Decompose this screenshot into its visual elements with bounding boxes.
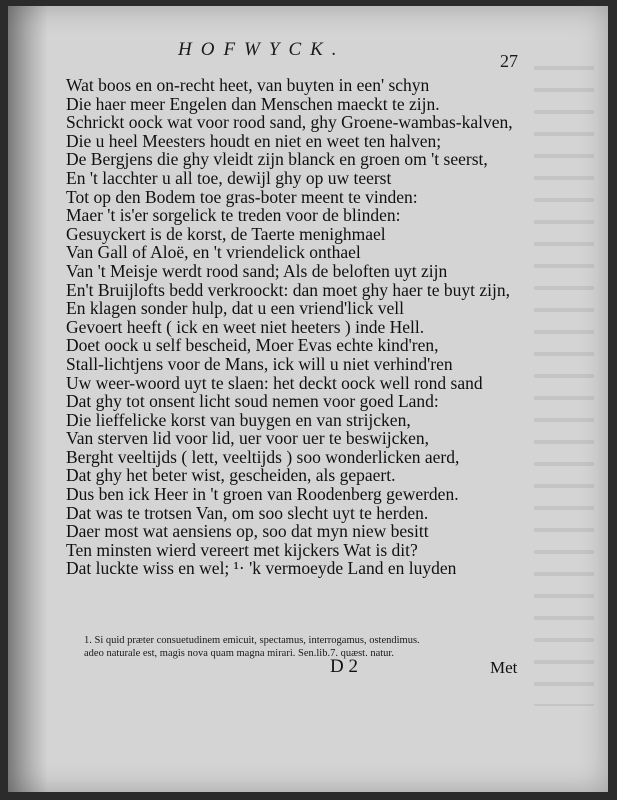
verse-line: Wat boos en on-recht heet, van buyten in een' schyn: [66, 75, 430, 95]
verse-line: Dat ghy het beter wist, gescheiden, als gepaert.: [66, 465, 396, 486]
verse-line: Dat luckte wiss en wel; ¹· 'k vermoeyde Land en luyden: [66, 558, 457, 579]
signature-mark: D 2: [330, 656, 358, 677]
verse-line: Die haer meer Engelen dan Menschen maeckt te zijn.: [66, 93, 440, 114]
verse-line: Gevoert heeft ( ick en weet niet heeters ) inde Hell.: [66, 316, 425, 337]
verse-line: Die u heel Meesters houdt en niet en weet ten halven;: [66, 130, 442, 151]
verse-line: Maer 't is'er sorgelick te treden voor de blinden:: [66, 205, 401, 226]
footnote-line: 1. Si quid præter consuetudinem emicuit, spectamus, interrogamus, ostendimus.: [84, 635, 420, 646]
verse-line: De Bergjens die ghy vleidt zijn blanck en groen om 't seerst,: [66, 149, 488, 170]
verse-line: En klagen sonder hulp, dat u een vriend'lick vell: [66, 298, 404, 319]
catchword: Met: [490, 658, 518, 677]
verse-line: Berght veeltijds ( lett, veeltijds ) soo wonderlicken aerd,: [66, 446, 460, 467]
verse-line: Daer most wat aensiens op, soo dat myn niew besitt: [66, 521, 429, 542]
verse-line: Van sterven lid voor lid, uer voor uer te beswijcken,: [66, 428, 430, 449]
verse-line: Van Gall of Aloë, en 't vriendelick onthael: [66, 242, 361, 263]
verse-line: Die lieffelicke korst van buygen en van strijcken,: [66, 409, 411, 430]
verse-block: [66, 76, 526, 578]
verse-line: Tot op den Bodem toe gras-boter meent te vinden:: [66, 186, 418, 207]
verse-line: Gesuyckert is de korst, de Taerte menighmael: [66, 223, 386, 244]
page-gutter-shadow: [8, 6, 48, 792]
verse-line: Uw weer-woord uyt te slaen: het deckt oock well rond sand: [66, 372, 483, 393]
verse-line: Ten minsten wierd vereert met kijckers Wat is dit?: [66, 539, 418, 560]
verse-line: Dat was te trotsen Van, om soo slecht uyt te herden.: [66, 502, 429, 523]
verse-line: En 't lacchter u all toe, dewijl ghy op uw teerst: [66, 167, 392, 188]
show-through-text: [534, 66, 594, 706]
verse-line: Van 't Meisje werdt rood sand; Als de beloften uyt zijn: [66, 260, 448, 281]
page-number: 27: [500, 51, 518, 71]
verse-line: Schrickt oock wat voor rood sand, ghy Groene-wambas-kalven,: [66, 112, 513, 133]
verse-line: Stall-lichtjens voor de Mans, ick will u niet verhind'ren: [66, 353, 453, 374]
verse-line: En't Bruijlofts bedd verkroockt: dan moet ghy haer te buyt zijn,: [66, 279, 510, 300]
verse-line: Dus ben ick Heer in 't groen van Roodenberg gewerden.: [66, 484, 459, 505]
verse-line: Doet oock u self bescheid, Moer Evas echte kind'ren,: [66, 335, 439, 356]
footnote-line: adeo naturale est, magis nova quam magna mirari. Sen.lib.7. quæst. natur.: [84, 647, 394, 659]
running-head: HOFWYCK.: [178, 39, 346, 60]
verse-line: Dat ghy tot onsent licht soud nemen voor goed Land:: [66, 391, 439, 412]
footnotes: [84, 635, 524, 660]
book-page: [8, 6, 608, 792]
